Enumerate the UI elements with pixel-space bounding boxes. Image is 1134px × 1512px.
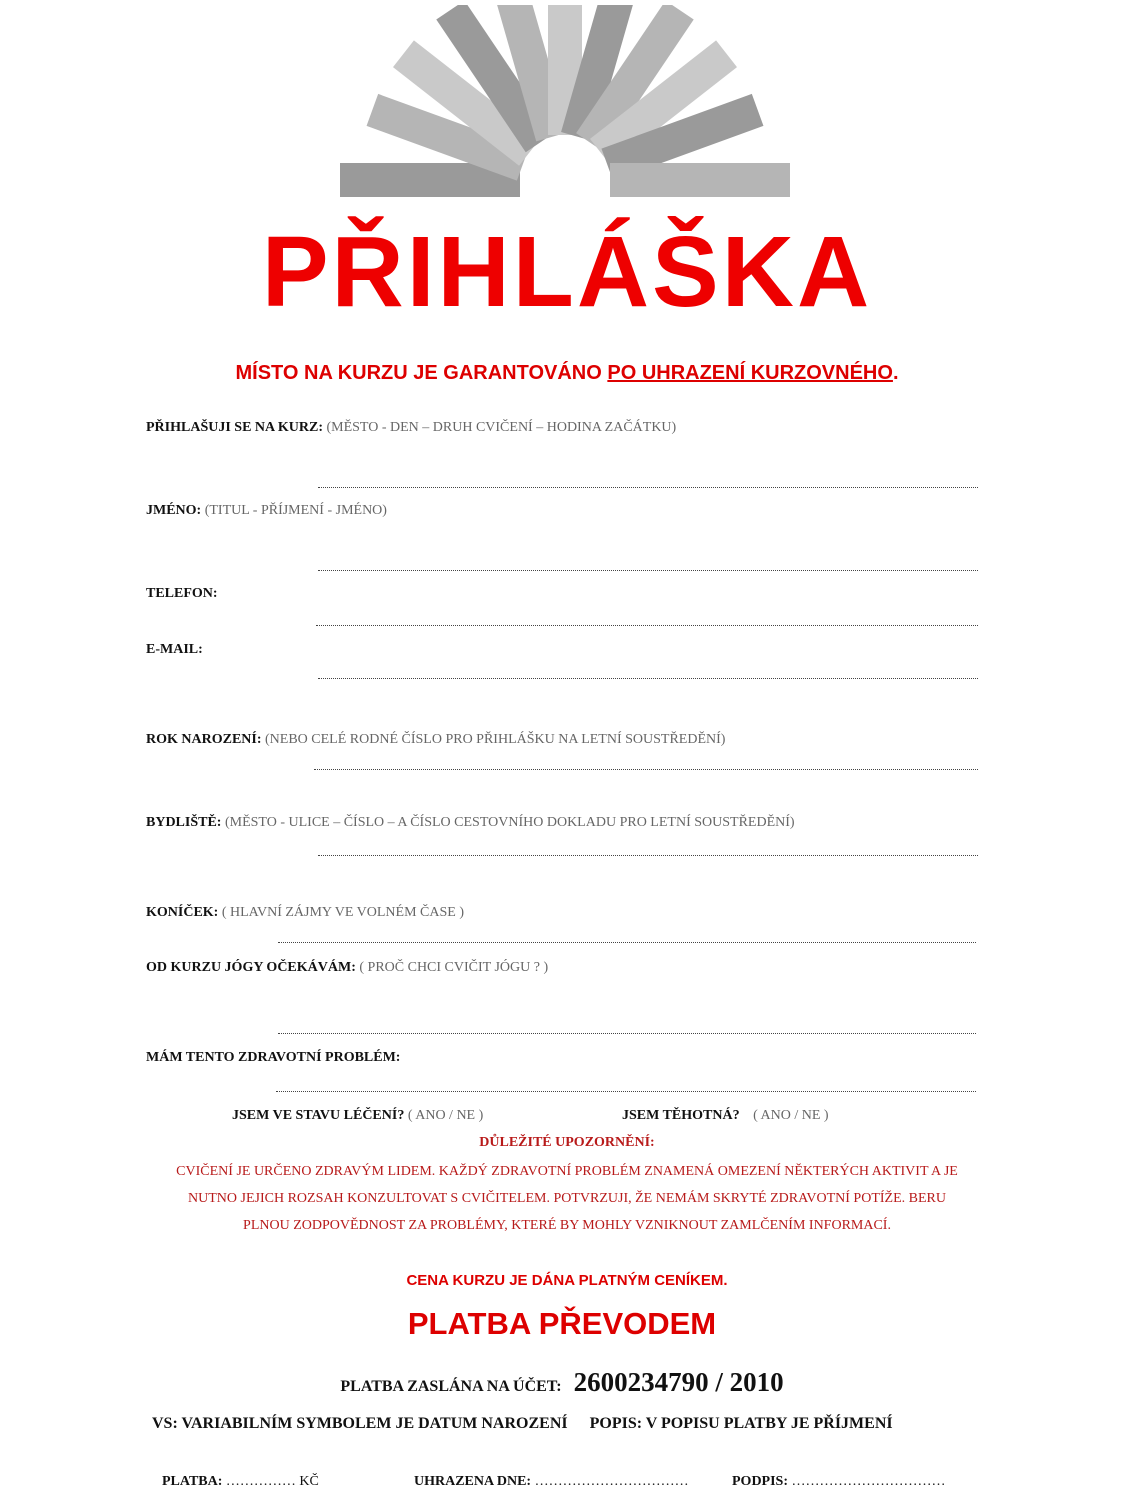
signature-blank[interactable]: …………………………… [791, 1474, 946, 1489]
course-hint: (MĚSTO - DEN – DRUH CVIČENÍ – HODINA ZAČÁTKU) [326, 420, 677, 435]
hobby-hint: ( HLAVNÍ ZÁJMY VE VOLNÉM ČASE ) [221, 905, 464, 920]
guarantee-period: . [892, 362, 899, 384]
treatment-options[interactable]: ( ANO / NE ) [407, 1108, 484, 1123]
pregnant-label: JSEM TĚHOTNÁ? [622, 1108, 740, 1123]
account-row [0, 1367, 1124, 1398]
footer-signature [732, 1474, 946, 1490]
address-label: BYDLIŠTĚ: [146, 815, 222, 830]
footer-platba [162, 1474, 319, 1490]
hobby-input-line[interactable] [278, 942, 976, 943]
guarantee-underlined: PO UHRAZENÍ KURZOVNÉHO [607, 362, 893, 384]
hobby-field-label [146, 905, 464, 921]
name-label: JMÉNO: [146, 503, 202, 518]
price-note: CENA KURZU JE DÁNA PLATNÝM CENÍKEM. [406, 1272, 728, 1289]
form-title: PŘIHLÁŠKA [261, 216, 873, 328]
guarantee-notice [0, 362, 1134, 385]
treatment-label: JSEM VE STAVU LÉČENÍ? [232, 1108, 405, 1123]
birth-hint: (NEBO CELÉ RODNÉ ČÍSLO PRO PŘIHLÁŠKU NA LETNÍ SOUSTŘEDĚNÍ) [265, 732, 726, 747]
course-input-line[interactable] [318, 487, 978, 488]
treatment-question [232, 1108, 483, 1124]
phone-input-line[interactable] [316, 625, 978, 626]
pregnant-question [622, 1108, 829, 1124]
email-field-label: E-MAIL: [146, 642, 203, 657]
account-number: 2600234790 / 2010 [573, 1367, 784, 1397]
paid-on-label: UHRAZENA DNE: [414, 1474, 532, 1489]
expect-hint: ( PROČ CHCI CVIČIT JÓGU ? ) [359, 960, 549, 975]
phone-field-label: TELEFON: [146, 586, 218, 601]
logo-ray [610, 163, 790, 197]
popis-text: POPIS: V POPISU PLATBY JE PŘÍJMENÍ [589, 1415, 893, 1432]
health-input-line[interactable] [276, 1091, 976, 1092]
platba-blank[interactable]: …………… KČ [225, 1474, 319, 1489]
pregnant-options[interactable]: ( ANO / NE ) [753, 1108, 829, 1123]
notice-title: DŮLEŽITÉ UPOZORNĚNÍ: [479, 1135, 655, 1150]
birth-label: ROK NAROZENÍ: [146, 732, 262, 747]
sunburst-logo [340, 5, 790, 210]
health-field-label: MÁM TENTO ZDRAVOTNÍ PROBLÉM: [146, 1050, 401, 1065]
footer-paid-on [414, 1474, 689, 1490]
name-field-label [146, 503, 387, 519]
payment-title: PLATBA PŘEVODEM [407, 1306, 717, 1341]
hobby-label: KONÍČEK: [146, 905, 219, 920]
notice-text: CVIČENÍ JE URČENO ZDRAVÝM LIDEM. KAŽDÝ ZDRAVOTNÍ PROBLÉM ZNAMENÁ OMEZENÍ NĚKTERÝCH AKTIVIT A JE NUTNO JEJICH ROZSAH KONZULTOVAT S CVIČITELEM. POTVRZUJI, ŽE NEMÁM SKRYTÉ ZDRAVOTNÍ POTÍŽE. BERU PLNOU ZODPOVĚDNOST ZA PROBLÉMY, KTERÉ BY MOHLY VZNIKNOUT ZAMLČENÍM INFORMACÍ. [176, 1164, 958, 1233]
birth-field-label [146, 732, 725, 748]
platba-label: PLATBA: [162, 1474, 223, 1489]
expect-input-line[interactable] [278, 1033, 976, 1034]
payment-details-row [152, 1415, 893, 1433]
expect-field-label [146, 960, 548, 976]
name-hint: (TITUL - PŘÍJMENÍ - JMÉNO) [204, 503, 387, 518]
address-input-line[interactable] [318, 855, 978, 856]
guarantee-text: MÍSTO NA KURZU JE GARANTOVÁNO [235, 362, 608, 384]
email-input-line[interactable] [318, 678, 978, 679]
course-label: PŘIHLAŠUJI SE NA KURZ: [146, 420, 323, 435]
paid-on-blank[interactable]: …………………………… [534, 1474, 689, 1489]
birth-input-line[interactable] [314, 769, 978, 770]
vs-text: VS: VARIABILNÍM SYMBOLEM JE DATUM NAROZENÍ [152, 1415, 568, 1432]
account-label: PLATBA ZASLÁNA NA ÚČET: [340, 1378, 562, 1395]
expect-label: OD KURZU JÓGY OČEKÁVÁM: [146, 960, 356, 975]
signature-label: PODPIS: [732, 1474, 788, 1489]
address-field-label [146, 815, 795, 831]
address-hint: (MĚSTO - ULICE – ČÍSLO – A ČÍSLO CESTOVNÍHO DOKLADU PRO LETNÍ SOUSTŘEDĚNÍ) [224, 815, 795, 830]
course-field-label [146, 420, 676, 436]
name-input-line[interactable] [318, 570, 978, 571]
